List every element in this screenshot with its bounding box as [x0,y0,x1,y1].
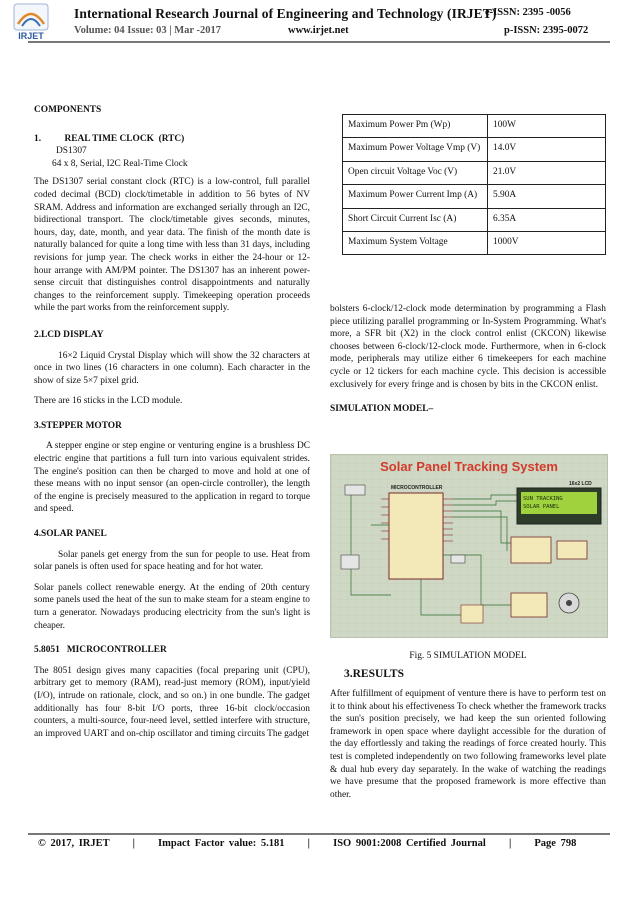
lcd-label: 16x2 LCD [569,481,592,487]
mcu-paragraph: The 8051 design gives many capacities (focal preparing unit (CPU), arbitrary get to memory (RAM), read-just memory (ROM), input/yield (I/O), intrude on rationale, clock, and so on.) in one bundle. The gadget additionally has four 8-bit I/O ports, three 16-bit clock/occasion counters, a multi-source, four-need level, settled interfere with structure, an improved UART and on-chip oscillator and timing circuits The gadget [34,665,310,739]
footer-text: © 2017, IRJET | Impact Factor value: 5.181 | ISO 9001:2008 Certified Journal | Page 798 [38,838,577,849]
rtc-heading: 1. REAL TIME CLOCK (RTC) [34,133,185,144]
header-rule [28,41,610,43]
simulation-heading: SIMULATION MODEL– [330,404,434,415]
table-row [343,208,606,231]
table-key: Maximum Power Current Imp (A) [343,185,488,208]
table-value: 1000V [488,232,606,255]
table-value: 14.0V [488,138,606,161]
results-paragraph: After fulfillment of equipment of venture there is have to perform test on it to think about his effectiveness To check whether the framework tracks the sun's position precisely, we had keep the sun oriented following framework in open space where daylight accessible for the duration of the day effortlessly and taking the readings of force created hourly. This test is completed independently on two following frameworks level plate & dual hub every day separately. In the wake of watching the readings we have presume that the proposed framework is more effective than other. [330,689,606,800]
eissn: e-ISSN: 2395 -0056 [485,7,571,18]
table-row [343,115,606,138]
left-column [34,104,310,740]
figure-caption: Fig. 5 SIMULATION MODEL [409,651,527,661]
lcd-paragraph-2: There are 16 sticks in the LCD module. [34,396,183,407]
solar-paragraph-2: Solar panels collect renewable energy. At the ending of 20th century some panels used the heat of the sun to make steam for a steam engine to turn a generator. Nowadays producing electricity from the sun's light is cheaper. [34,582,310,631]
table-row [343,138,606,161]
footer-rule [28,833,610,835]
stepper-paragraph: A stepper engine or step engine or venturing engine is a brushless DC electric engine that partitions a full turn into various equivalent strides. The engine's position can then be charged to move and hold at one of these means with no input sensor (an open-circle controller), the length of the engine is precisely measured to the application in regard to torque and speed. [34,441,310,515]
right-column-top [330,303,606,416]
components-heading: COMPONENTS [34,105,102,115]
rtc-subtitle-2: 64 x 8, Serial, I2C Real-Time Clock [52,158,188,169]
irjet-logo [10,2,52,42]
solar-heading: 4.SOLAR PANEL [34,529,107,540]
results-heading: 3.RESULTS [344,668,404,680]
table-key: Open circuit Voltage Voc (V) [343,161,488,184]
right-column-bottom [330,667,606,801]
rtc-subtitle-1: DS1307 [56,146,87,157]
lcd-line-2: SOLAR PANEL [523,504,560,510]
table-value: 100W [488,115,606,138]
table-row [343,232,606,255]
logo-text: IRJET [18,31,44,41]
journal-title: International Research Journal of Engineering and Technology (IRJET) [74,6,497,21]
table-row [343,161,606,184]
volume-issue: Volume: 04 Issue: 03 | Mar -2017 [74,25,221,36]
mcu-heading: 5.8051 MICROCONTROLLER [34,645,167,656]
table-key: Maximum Power Pm (Wp) [343,115,488,138]
lcd-heading: 2.LCD DISPLAY [34,329,104,340]
rtc-paragraph: The DS1307 serial constant clock (RTC) is a low-control, full parallel coded decimal (BCD) clock/timetable in addition to 56 bytes of NV SRAM. Address and information are exchanged serially through an I2C, bidirectional transport. The clock/timetable gives seconds, minutes, hours, day, date, month, and year data. The finish of the month date is naturally balanced for quite a long time with less than 31 days, including revisions for jump year. The check works in either the 24-hour or 12-hour arrange with AM/PM pointer. The DS1307 has an inherent power-sense circuit that distinguishes control disappointments and naturally changes to the reinforcement supply. Timekeeping operation proceeds while the part works from the reinforcement supply. [34,177,310,314]
table-row [343,185,606,208]
pissn: p-ISSN: 2395-0072 [504,25,589,36]
table-key: Short Circuit Current Isc (A) [343,208,488,231]
panel-spec-table [342,114,606,255]
table-value: 6.35A [488,208,606,231]
lcd-line-1: SUN TRACKING [523,496,563,502]
table-key: Maximum System Voltage [343,232,488,255]
table-value: 5.90A [488,185,606,208]
journal-website[interactable]: www.irjet.net [288,25,349,36]
simulation-model-image [330,454,608,638]
table-value: 21.0V [488,161,606,184]
solar-paragraph: Solar panels get energy from the sun for people to use. Heat from solar panels is often used for space heating and for hot water. [34,549,310,573]
table-key: Maximum Power Voltage Vmp (V) [343,138,488,161]
continued-paragraph: bolsters 6-clock/12-clock mode determination by programming a Flash piece utilizing parallel programming or In-System Programming. What's more, a SFR bit (X2) in the clock control enlist (CKCON) likewise chooses between 6-clock/12-clock mode. Furthermore, when in 6-clock mode, peripherals may utilize either 6 timekeepers for each machine cycle or 12 tickers for each machine cycle. This decision is accessible exclusively for every fringe and is chosen by bits in the CKCON enlist. [330,304,606,390]
lcd-paragraph: 16×2 Liquid Crystal Display which will show the 32 characters at once in two lines (16 characters in one column). Each character in the show of size 5×7 pixel grid. [34,350,310,386]
mcu-label: MICROCONTROLLER [391,485,443,491]
figure-title: Solar Panel Tracking System [380,459,558,474]
stepper-heading: 3.STEPPER MOTOR [34,420,122,431]
